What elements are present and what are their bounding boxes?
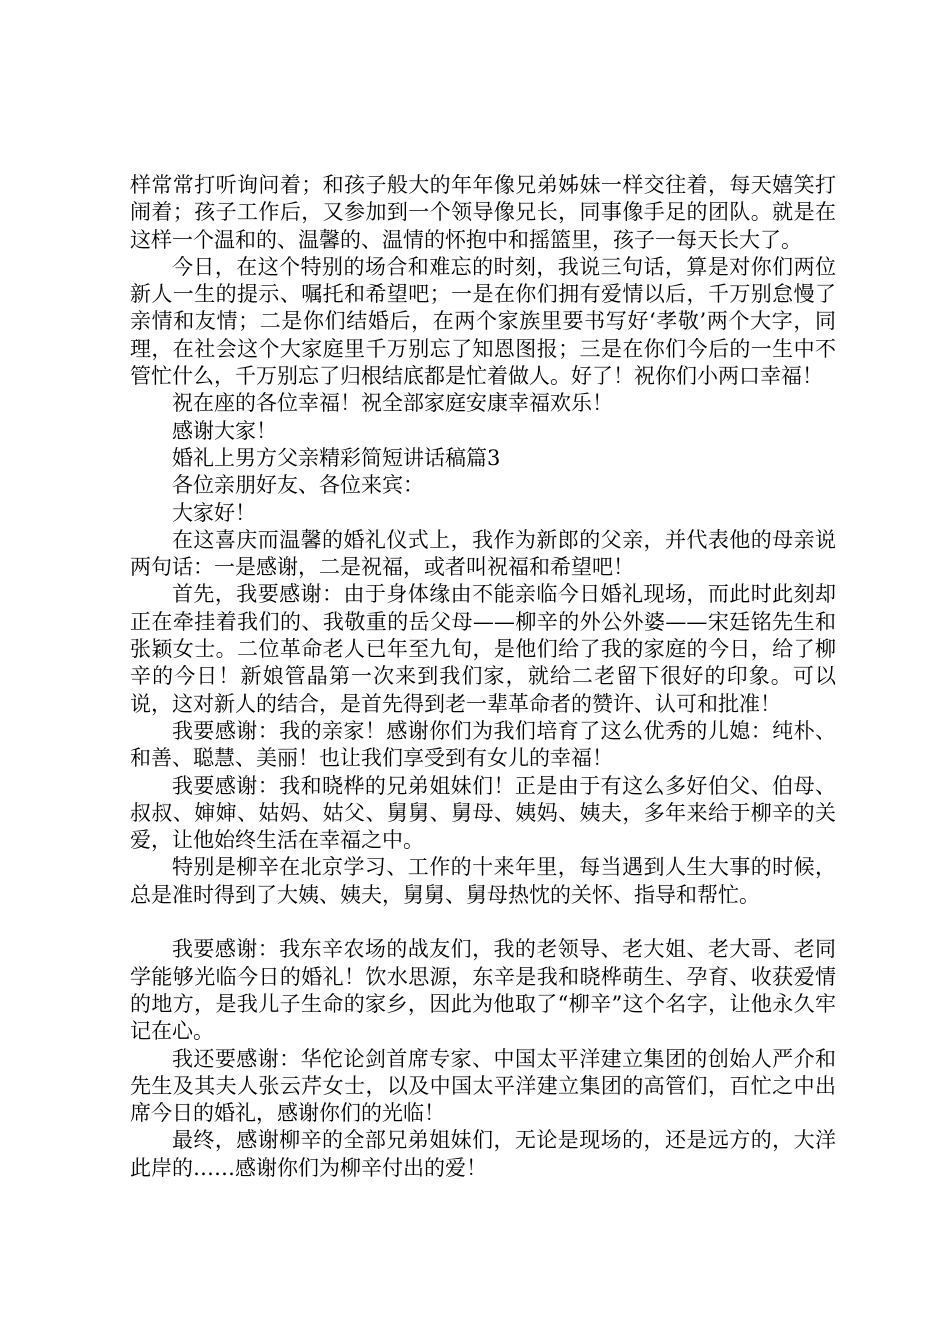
paragraph-beijing-years: 特别是柳辛在北京学习、工作的十来年里，每当遇到人生大事的时候，总是准时得到了大姨、姨夫，舅舅、舅母热忱的关怀、指导和帮忙。	[130, 855, 836, 907]
paragraph-thanks-siblings: 我要感谢：我和晓桦的兄弟姐妹们！正是由于有这么多好伯父、伯母、叔叔、婶婶、姑妈、姑父、舅舅、舅母、姨妈、姨夫，多年来给于柳辛的关爱，让他始终生活在幸福之中。	[130, 773, 836, 853]
document-body	[130, 172, 836, 1182]
paragraph-thanks-guests: 我还要感谢：华佗论剑首席专家、中国太平洋建立集团的创始人严介和先生及其夫人张云芹女士，以及中国太平洋建立集团的高管们，百忙之中出席今日的婚礼，感谢你们的光临！	[130, 1046, 836, 1126]
paragraph-intro: 在这喜庆而温馨的婚礼仪式上，我作为新郎的父亲，并代表他的母亲说两句话：一是感谢，二是祝福，或者叫祝福和希望吧！	[130, 527, 836, 580]
section-heading: 婚礼上男方父亲精彩简短讲话稿篇3	[172, 445, 501, 470]
paragraph-final-thanks: 最终，感谢柳辛的全部兄弟姐妹们，无论是现场的，还是远方的，大洋此岸的……感谢你们为柳辛付出的爱！	[130, 1128, 836, 1180]
paragraph-greeting: 大家好！	[172, 500, 256, 525]
paragraph-blessing: 祝在座的各位幸福！祝全部家庭安康幸福欢乐！	[172, 391, 613, 416]
paragraph-thanks: 感谢大家！	[172, 418, 277, 443]
paragraph-three-sentences: 今日，在这个特别的场合和难忘的时刻，我说三句话，算是对你们两位新人一生的提示、嘱托和希望吧；一是在你们拥有爱情以后，千万别怠慢了亲情和友情；二是你们结婚后，在两个家族里要书写好‘孝敬’两个大字，同理，在社会这个大家庭里千万别忘了知恩图报；三是在你们今后的一生中不管忙什么，千万别忘了归根结底都是忙着做人。好了！祝你们小两口幸福！	[130, 254, 836, 389]
paragraph-continued: 样常常打听询问着；和孩子般大的年年像兄弟姊妹一样交往着，每天嬉笑打闹着；孩子工作后，又参加到一个领导像兄长，同事像手足的团队。就是在这样一个温和的、温馨的、温情的怀抱中和摇篮里，孩子一每天长大了。	[130, 173, 836, 252]
paragraph-gap	[130, 909, 836, 936]
paragraph-salutation: 各位亲朋好友、各位来宾：	[172, 473, 424, 498]
paragraph-thanks-grandparents: 首先，我要感谢：由于身体缘由不能亲临今日婚礼现场，而此时此刻却正在牵挂着我们的、我敬重的岳父母——柳辛的外公外婆——宋廷铭先生和张颖女士。二位革命老人已年至九旬，是他们给了我的家庭的今日，给了柳辛的今日！新娘管晶第一次来到我们家，就给二老留下很好的印象。可以说，这对新人的结合，是首先得到老一辈革命者的赞许、认可和批准！	[130, 582, 836, 716]
paragraph-thanks-in-laws: 我要感谢：我的亲家！感谢你们为我们培育了这么优秀的儿媳：纯朴、和善、聪慧、美丽！也让我们享受到有女儿的幸福！	[130, 718, 836, 771]
paragraph-thanks-comrades: 我要感谢：我东辛农场的战友们，我的老领导、老大姐、老大哥、老同学能够光临今日的婚礼！饮水思源，东辛是我和晓桦萌生、孕育、收获爱情的地方，是我儿子生命的家乡，因此为他取了“柳辛”这个名字，让他永久牢记在心。	[130, 937, 836, 1044]
